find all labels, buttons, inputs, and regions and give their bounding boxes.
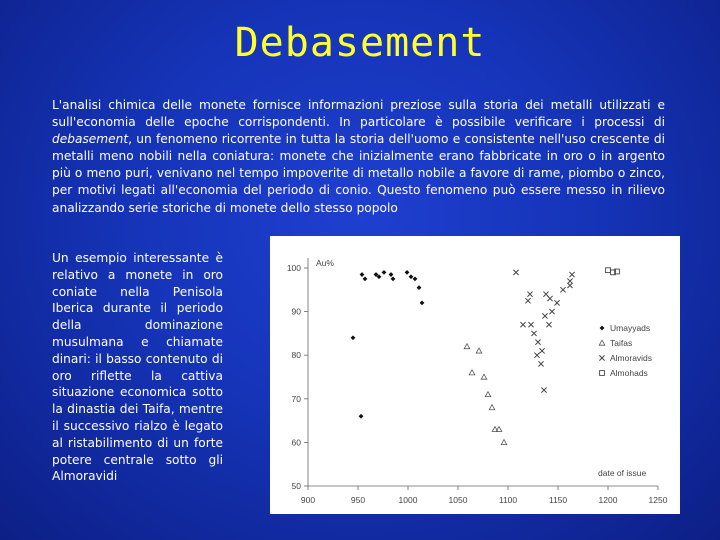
data-point-almoravids	[534, 353, 539, 358]
data-point-almoravids	[542, 313, 547, 318]
x-axis-label: date of issue	[598, 468, 647, 478]
y-tick-label: 90	[291, 306, 301, 317]
data-point-almoravids	[567, 278, 572, 283]
data-point-almoravids	[535, 340, 540, 345]
legend-marker-almohads	[600, 371, 605, 376]
legend-label-almohads: Almohads	[610, 368, 648, 378]
y-tick-label: 60	[291, 437, 301, 448]
x-tick-label: 1050	[448, 495, 468, 505]
side-paragraph: Un esempio interessante è relativo a monete in oro coniate nella Penisola Iberica durante il periodo della dominazione musulmana e chiamate dinari: il basso contenuto di oro riflette la cattiva situazione economica sotto la dinastia dei Taifa, mentre il successivo rialzo è legato al ristabilimento di un forte potere centrale sotto gli Almoravidi	[52, 251, 223, 484]
y-axis-label: Au%	[316, 258, 334, 268]
data-point-umayyads	[417, 285, 422, 290]
data-point-taifas	[485, 392, 491, 397]
data-point-almoravids	[560, 287, 565, 292]
intro-text-start: L'analisi chimica delle monete fornisce informazioni preziose sulla storia dei metalli utilizzati e sull'economia delle epoche corrispondenti. In particolare è possibile verificare i processi di	[52, 98, 665, 130]
data-point-taifas	[501, 440, 507, 445]
data-point-umayyads	[405, 270, 410, 275]
data-point-umayyads	[391, 277, 396, 282]
data-point-taifas	[489, 405, 495, 410]
data-point-almoravids	[567, 283, 572, 288]
intro-text-end: , un fenomeno ricorrente in tutta la storia dell'uomo e consistente nell'uso crescente di metalli meno nobili nella coniatura: monete che inizialmente erano fabbricate in oro o in argento più o meno puri, venivano nel tempo impoverite di metallo nobile a favore di rame, piombo o zinco, per motivi legati all'economia del periodo di conio. Questo fenomeno può essere messo in rilievo analizzando serie storiche di monete dello stesso popolo	[52, 132, 665, 215]
data-point-almoravids	[546, 322, 551, 327]
data-point-taifas	[464, 344, 470, 349]
legend-label-taifas: Taifas	[610, 338, 633, 348]
data-point-umayyads	[420, 300, 425, 305]
x-tick-label: 950	[350, 495, 366, 505]
x-tick-label: 1000	[398, 495, 418, 505]
data-point-taifas	[469, 370, 475, 375]
x-tick-label: 1200	[598, 495, 618, 505]
data-point-almoravids	[538, 361, 543, 366]
data-point-taifas	[476, 348, 482, 353]
x-tick-label: 900	[300, 495, 316, 505]
slide-title: Debasement	[234, 20, 486, 66]
data-point-almoravids	[569, 272, 574, 277]
data-point-almoravids	[549, 309, 554, 314]
data-point-almoravids	[520, 322, 525, 327]
data-point-umayyads	[409, 274, 414, 279]
data-point-almoravids	[531, 331, 536, 336]
data-point-almoravids	[541, 387, 546, 392]
legend-label-almoravids: Almoravids	[610, 353, 653, 363]
legend-marker-umayyads	[600, 326, 605, 331]
data-point-umayyads	[359, 414, 364, 419]
y-tick-label: 70	[291, 393, 301, 404]
data-point-almoravids	[539, 348, 544, 353]
data-point-almoravids	[547, 296, 552, 301]
y-tick-label: 80	[291, 350, 301, 361]
data-point-umayyads	[382, 270, 387, 275]
data-point-umayyads	[351, 335, 356, 340]
data-point-almoravids	[513, 270, 518, 275]
data-point-almohads	[606, 268, 611, 273]
legend-marker-almoravids	[599, 355, 604, 360]
intro-paragraph	[52, 97, 665, 217]
data-point-taifas	[481, 374, 487, 379]
chart-panel	[270, 236, 680, 514]
legend-label-umayyads: Umayyads	[610, 323, 651, 333]
data-point-umayyads	[389, 272, 394, 277]
data-point-umayyads	[360, 272, 365, 277]
y-tick-label: 50	[291, 481, 301, 491]
scatter-chart	[270, 236, 680, 514]
legend-marker-taifas	[599, 340, 605, 345]
x-tick-label: 1100	[498, 495, 518, 505]
y-tick-label: 100	[286, 263, 301, 273]
x-tick-label: 1150	[548, 495, 568, 505]
data-point-almoravids	[527, 292, 532, 297]
data-point-almoravids	[528, 322, 533, 327]
x-tick-label: 1250	[648, 495, 668, 505]
data-point-umayyads	[413, 277, 418, 282]
data-point-almoravids	[554, 300, 559, 305]
intro-emphasis: debasement	[52, 132, 129, 147]
data-point-taifas	[496, 427, 502, 432]
data-point-umayyads	[363, 277, 368, 282]
data-point-almoravids	[525, 298, 530, 303]
